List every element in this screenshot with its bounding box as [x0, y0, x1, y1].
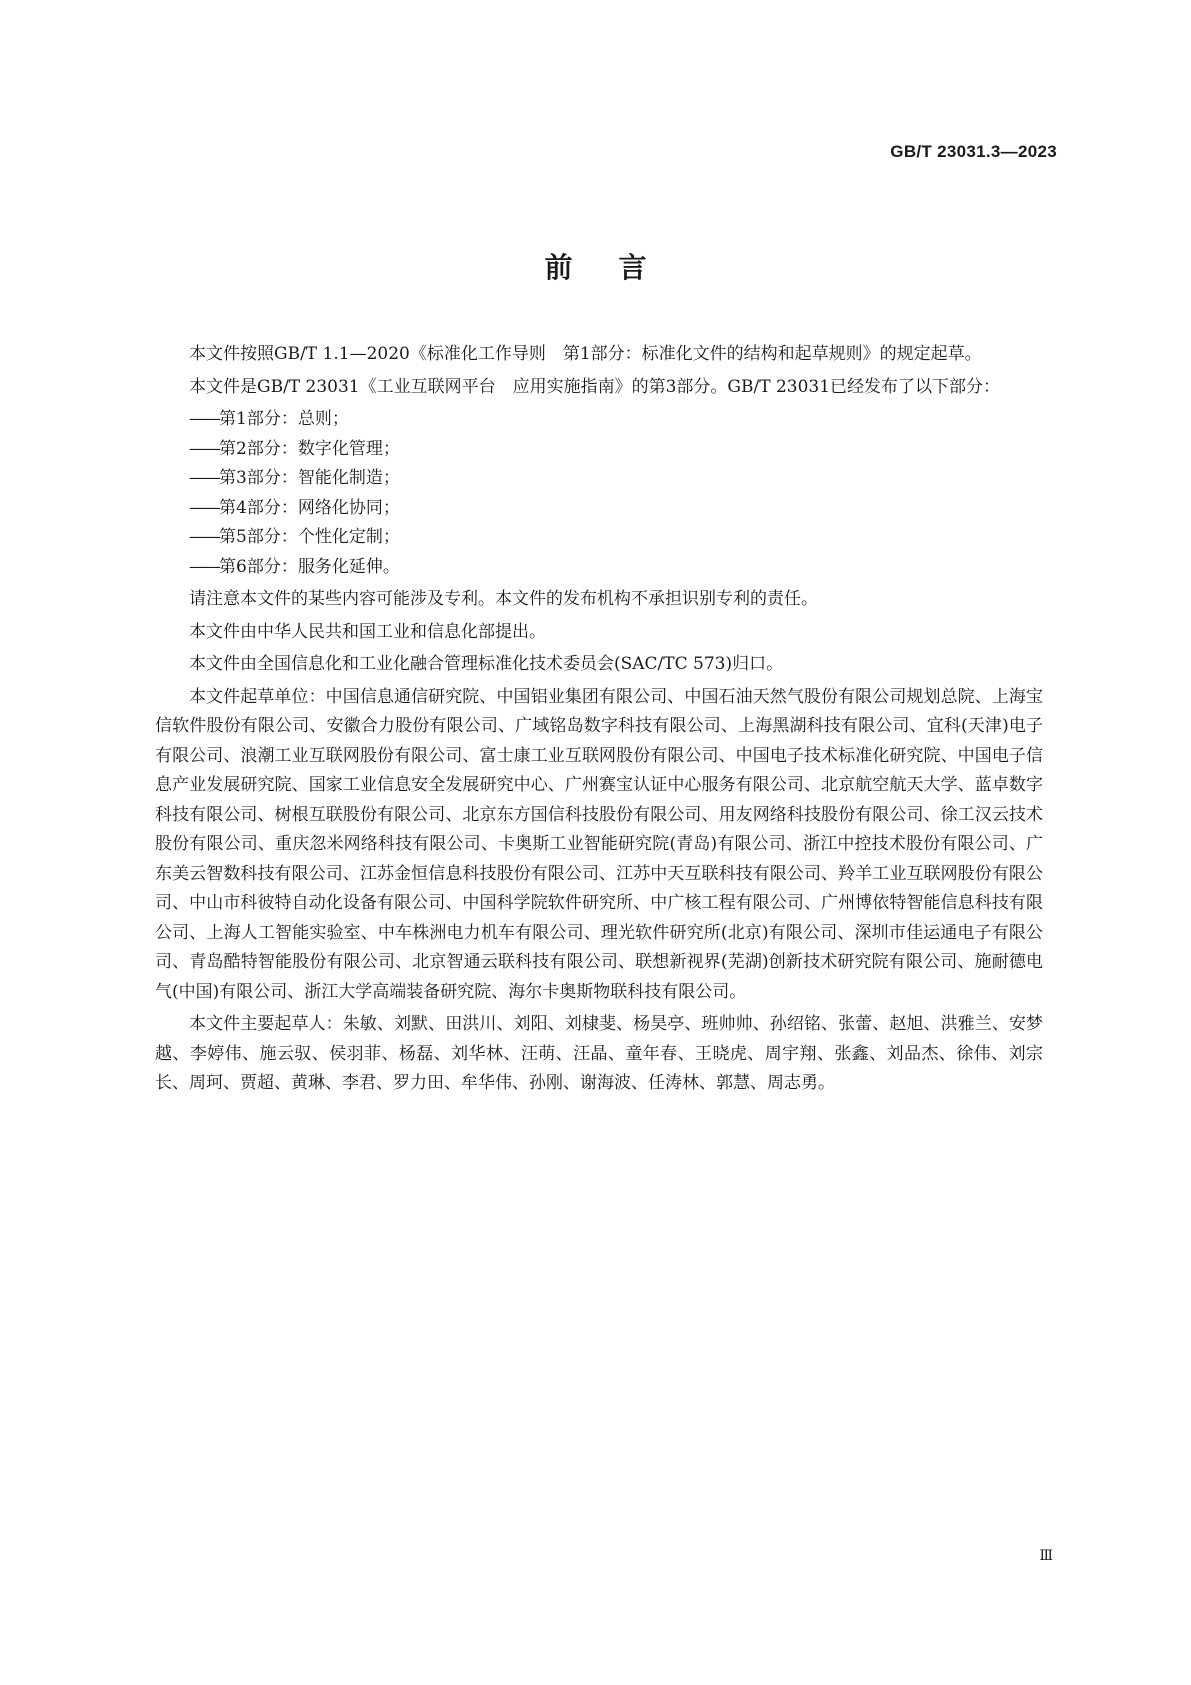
list-item: ——第4部分：网络化协同；	[189, 497, 400, 518]
page-title: 前言	[544, 251, 693, 284]
paragraph-series-intro: 本文件是GB/T 23031《工业互联网平台 应用实施指南》的第3部分。GB/T 23031已经发布了以下部分：	[189, 376, 1001, 397]
paragraph-drafting-units: 本文件起草单位：中国信息通信研究院、中国铝业集团有限公司、中国石油天然气股份有限公司规划总院、上海宝信软件股份有限公司、安徽合力股份有限公司、广域铭岛数字科技有限公司、上海黑湖科技有限公司、宜科(天津)电子有限公司、浪潮工业互联网股份有限公司、富士康工业互联网股份有限公司、中国电子技术标准化研究院、中国电子信息产业发展研究院、国家工业信息安全发展研究中心、广州赛宝认证中心服务有限公司、北京航空航天大学、蓝卓数字科技有限公司、树根互联股份有限公司、北京东方国信科技股份有限公司、用友网络科技股份有限公司、徐工汉云技术股份有限公司、重庆忽米网络科技有限公司、卡奥斯工业智能研究院(青岛)有限公司、浙江中控技术股份有限公司、广东美云智数科技有限公司、江苏金恒信息科技股份有限公司、江苏中天互联科技有限公司、羚羊工业互联网股份有限公司、中山市科彼特自动化设备有限公司、中国科学院软件研究所、中广核工程有限公司、广州博依特智能信息科技有限公司、上海人工智能实验室、中车株洲电力机车有限公司、理光软件研究所(北京)有限公司、深圳市佳运通电子有限公司、青岛酷特智能股份有限公司、北京智通云联科技有限公司、联想新视界(芜湖)创新技术研究院有限公司、施耐德电气(中国)有限公司、浙江大学高端装备研究院、海尔卡奥斯物联科技有限公司。	[155, 686, 1043, 1002]
list-item: ——第1部分：总则；	[189, 409, 349, 429]
paragraph-drafting-rules: 本文件按照GB/T 1.1—2020《标准化工作导则 第1部分：标准化文件的结构和起草规则》的规定起草。	[189, 344, 982, 364]
standard-code: GB/T 23031.3—2023	[890, 142, 1057, 161]
list-item: ——第3部分：智能化制造；	[189, 468, 400, 488]
list-item: ——第5部分：个性化定制；	[189, 527, 400, 547]
list-item: ——第2部分：数字化管理；	[189, 438, 400, 459]
page-number: Ⅲ	[1039, 1548, 1053, 1564]
document-body	[155, 340, 1043, 1102]
parts-list	[155, 405, 1043, 582]
paragraph-proposer: 本文件由中华人民共和国工业和信息化部提出。	[189, 621, 546, 642]
paragraph-drafters: 本文件主要起草人：朱敏、刘默、田洪川、刘阳、刘棣斐、杨昊亭、班帅帅、孙绍铭、张蕾、赵旭、洪雅兰、安梦越、李婷伟、施云驭、侯羽菲、杨磊、刘华林、汪萌、汪晶、童年春、王晓虎、周宇翔、张鑫、刘品杰、徐伟、刘宗长、周珂、贾超、黄琳、李君、罗力田、牟华伟、孙刚、谢海波、任涛林、郭慧、周志勇。	[155, 1014, 1043, 1093]
paragraph-patent-notice: 请注意本文件的某些内容可能涉及专利。本文件的发布机构不承担识别专利的责任。	[189, 589, 818, 609]
list-item: ——第6部分：服务化延伸。	[189, 556, 400, 577]
paragraph-administrator: 本文件由全国信息化和工业化融合管理标准化技术委员会(SAC/TC 573)归口。	[189, 654, 784, 674]
